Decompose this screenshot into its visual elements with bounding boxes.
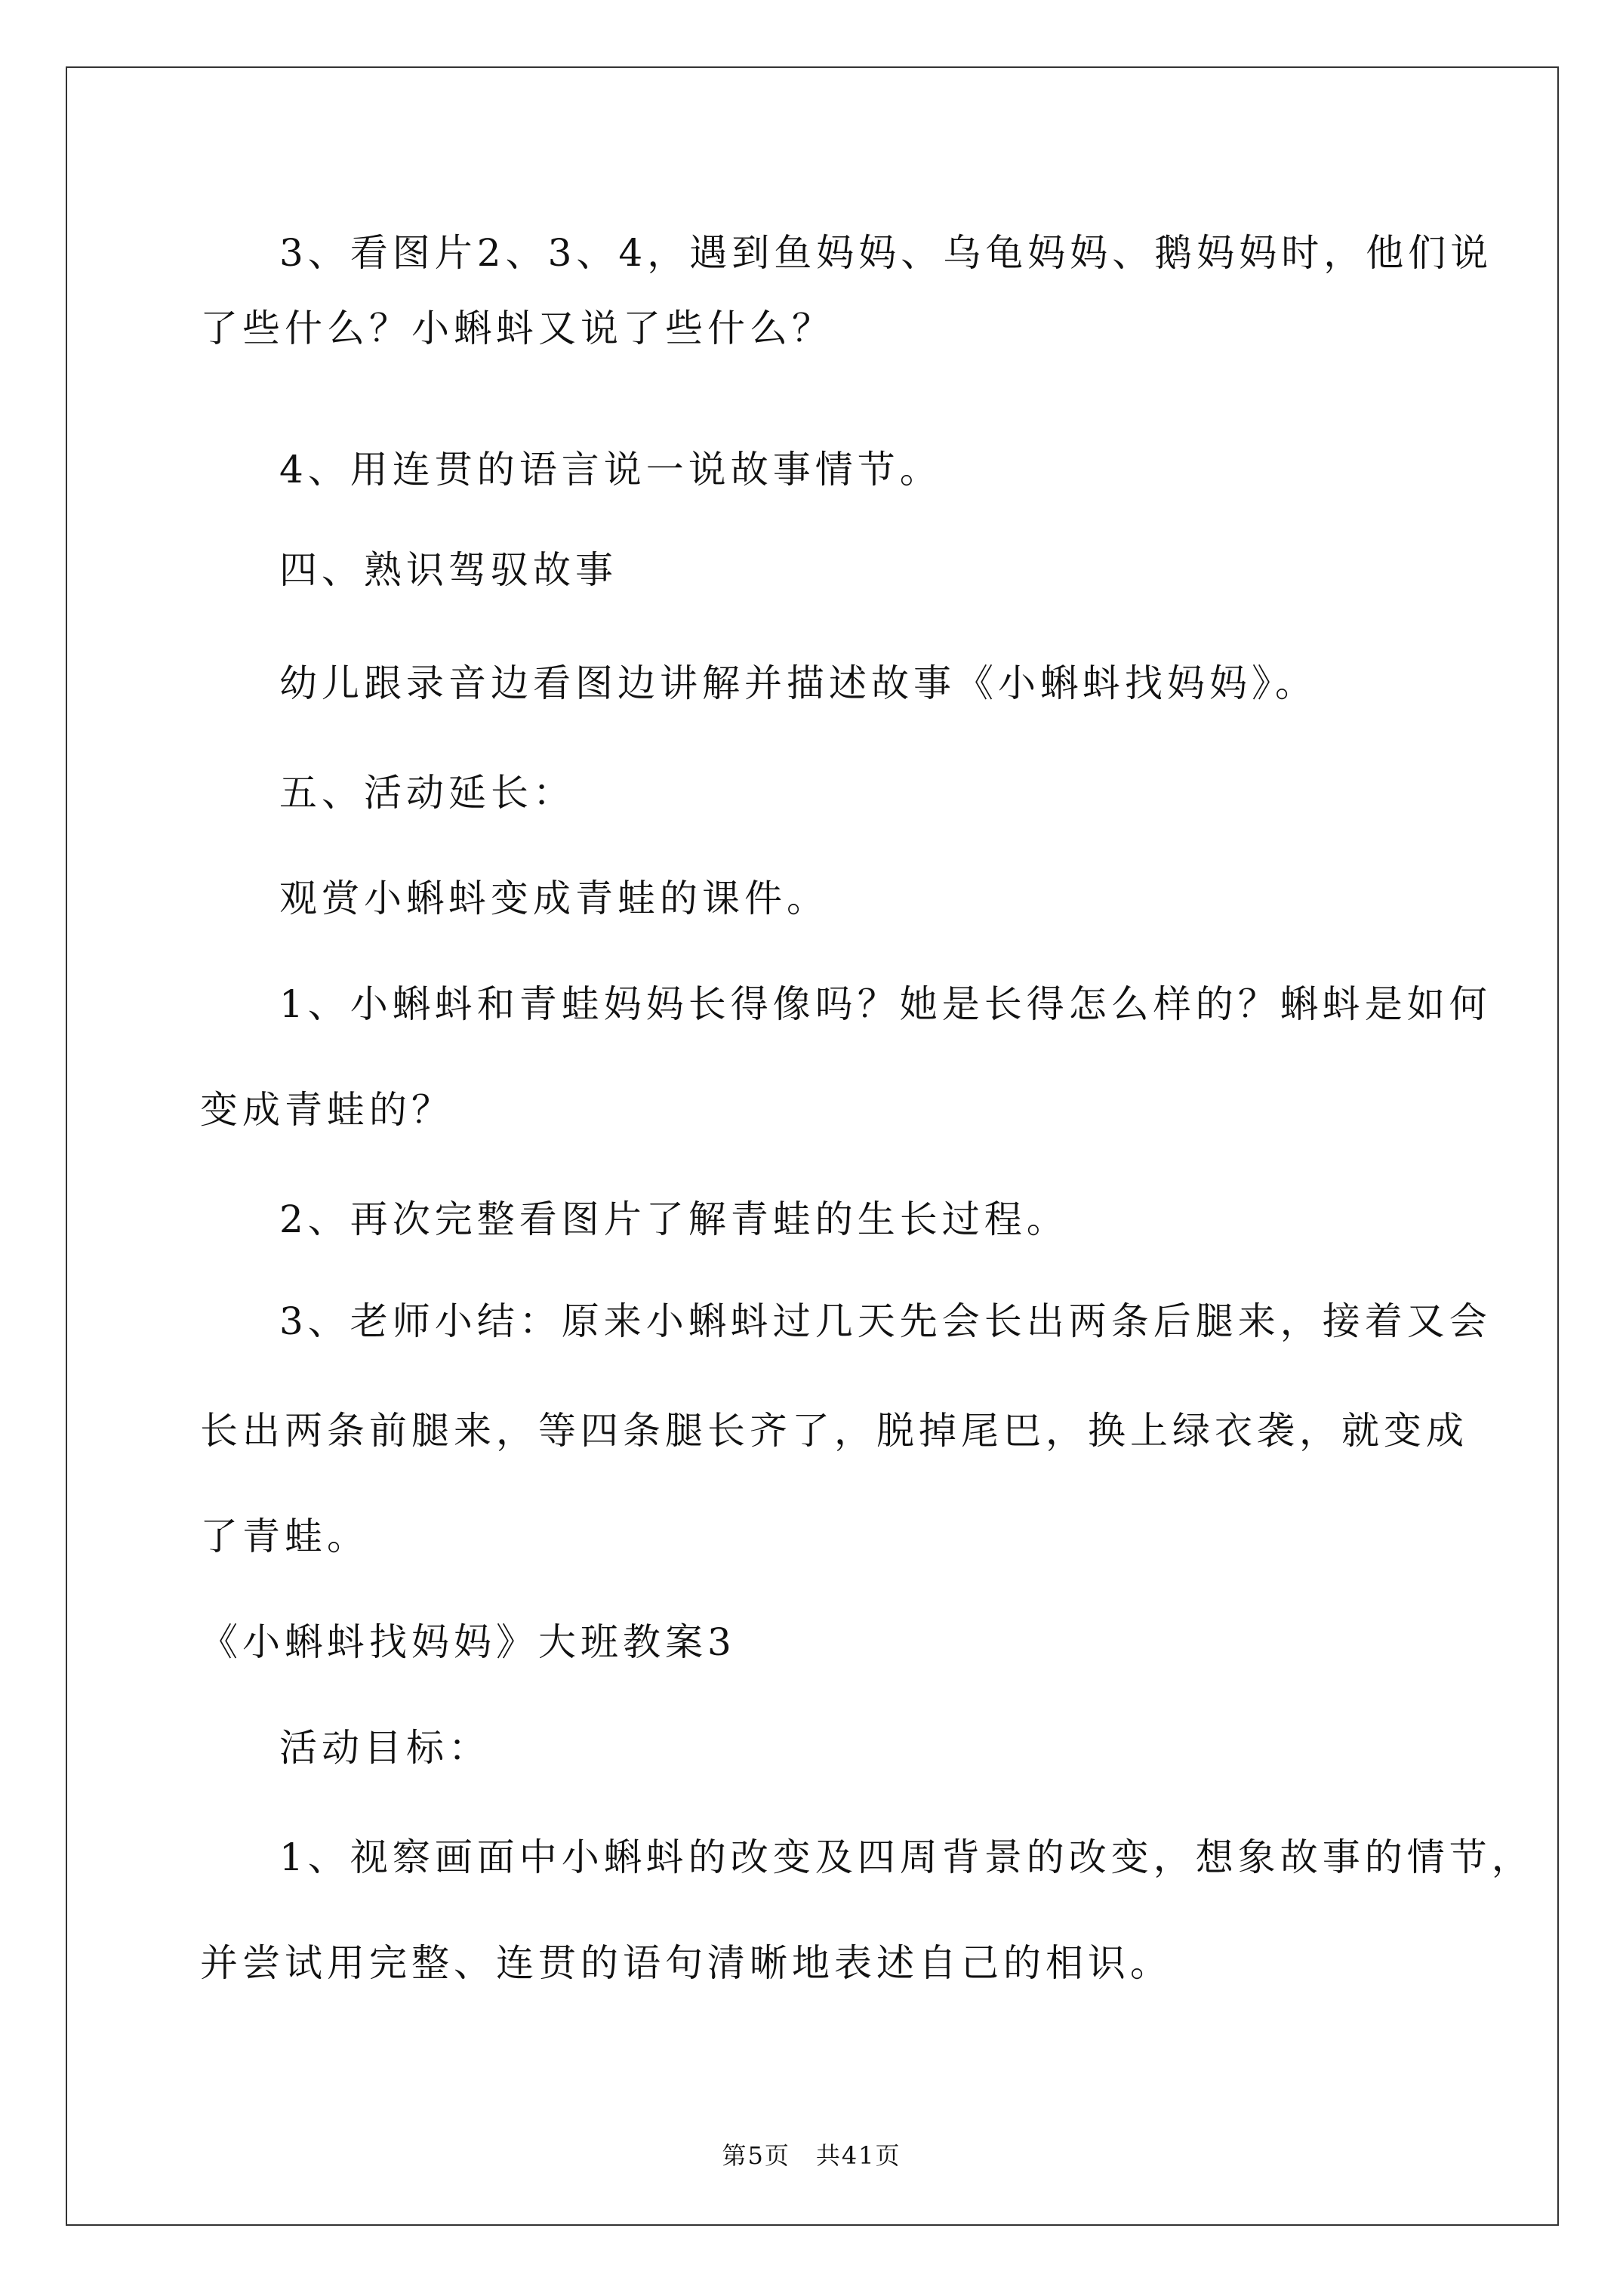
section-heading: 五、活动延长：: [279, 771, 575, 815]
paragraph-line: 变成青蛙的？: [200, 1088, 454, 1132]
paragraph-line: 1、小蝌蚪和青蛙妈妈长得像吗？她是长得怎么样的？蝌蚪是如何: [279, 982, 1492, 1026]
section-heading: 四、熟识驾驭故事: [279, 548, 617, 592]
paragraph-line: 观赏小蝌蚪变成青蛙的课件。: [279, 877, 829, 920]
paragraph-line: 并尝试用完整、连贯的语句清晰地表述自己的相识。: [200, 1941, 1172, 1985]
section-heading: 活动目标：: [279, 1726, 491, 1770]
paragraph-line: 了些什么？小蝌蚪又说了些什么？: [200, 307, 834, 350]
paragraph-line: 3、老师小结：原来小蝌蚪过几天先会长出两条后腿来，接着又会: [279, 1299, 1492, 1343]
paragraph-line: 1、视察画面中小蝌蚪的改变及四周背景的改变，想象故事的情节，: [279, 1835, 1534, 1879]
paragraph-line: 2、再次完整看图片了解青蛙的生长过程。: [279, 1197, 1069, 1241]
page-border: [66, 66, 1559, 2226]
paragraph-line: 4、用连贯的语言说一说故事情节。: [279, 448, 942, 492]
paragraph-line: 长出两条前腿来，等四条腿长齐了，脱掉尾巴，换上绿衣袭，就变成: [200, 1409, 1468, 1453]
paragraph-line: 了青蛙。: [200, 1515, 369, 1558]
lesson-title: 《小蝌蚪找妈妈》大班教案3: [200, 1620, 736, 1664]
paragraph-line: 幼儿跟录音边看图边讲解并描述故事《小蝌蚪找妈妈》。: [279, 661, 1317, 705]
paragraph-line: 3、看图片2、3、4，遇到鱼妈妈、乌龟妈妈、鹅妈妈时，他们说: [279, 231, 1493, 275]
page-number: 第5页 共41页: [722, 2141, 901, 2170]
